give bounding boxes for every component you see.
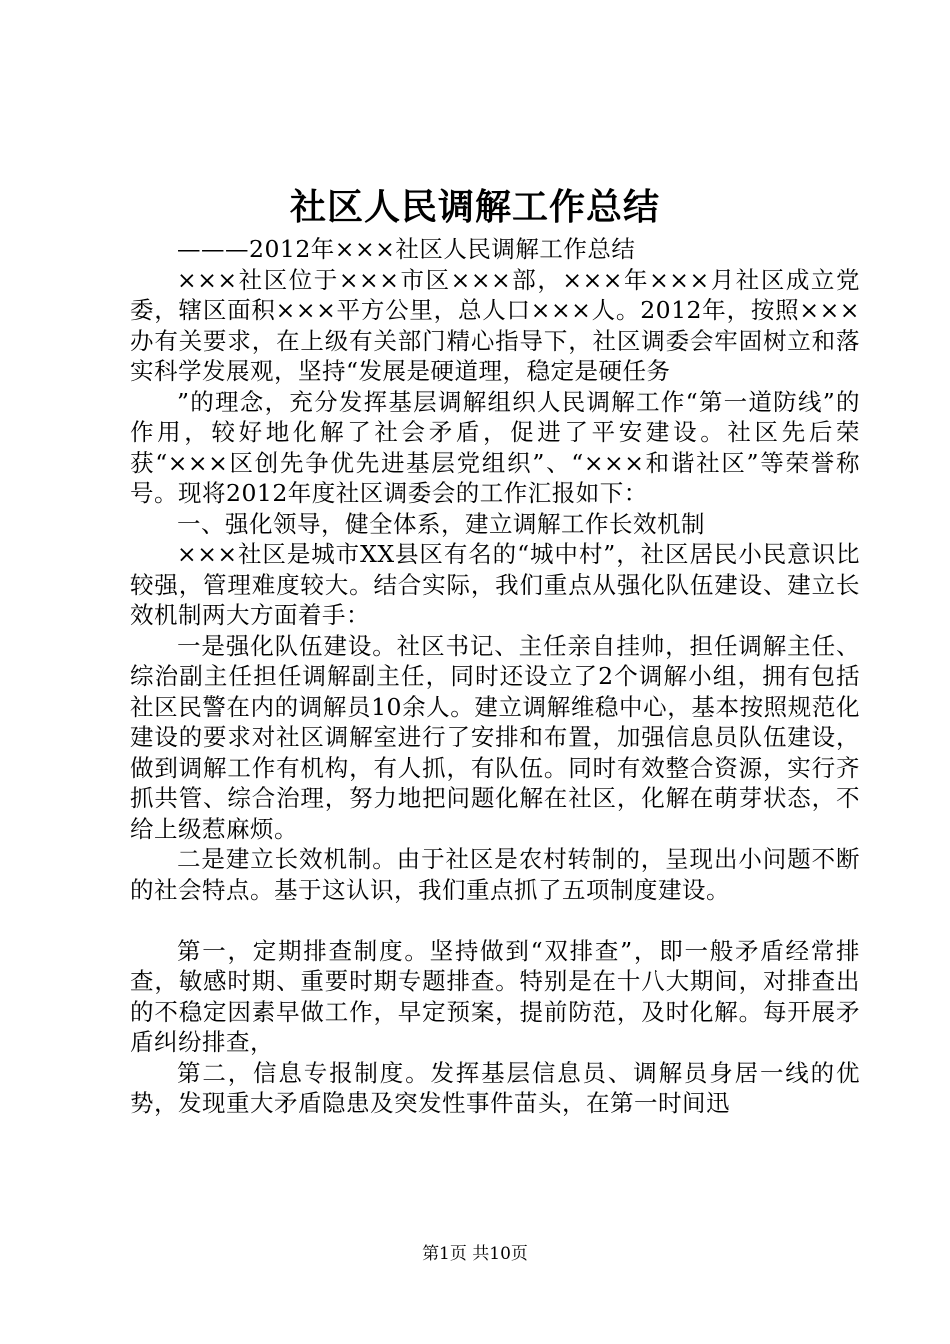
paragraph-intro-continued: ”的理念，充分发挥基层调解组织人民调解工作“第一道防线”的作用，较好地化解了社会矛盾，促进了平安建设。社区先后荣获“×××区创先争优先进基层党组织”、“×××和谐社区”等荣誉称号。现将2012年度社区调委会的工作汇报如下： [130,387,860,507]
section-heading-1: 一、强化领导，健全体系，建立调解工作长效机制 [177,509,705,538]
paragraph-community: ×××社区是城市XX县区有名的“城中村”，社区居民小民意识比较强，管理难度较大。结合实际，我们重点从强化队伍建设、建立长效机制两大方面着手： [130,540,860,629]
paragraph-regular-inspection: 第一，定期排查制度。坚持做到“双排查”，即一般矛盾经常排查，敏感时期、重要时期专题排查。特别是在十八大期间，对排查出的不稳定因素早做工作，早定预案，提前防范，及时化解。每开展矛盾纠纷排查， [130,936,860,1056]
document-title: 社区人民调解工作总结 [289,186,660,228]
paragraph-long-term-mechanism: 二是建立长效机制。由于社区是农村转制的，呈现出小问题不断的社会特点。基于这认识，我们重点抓了五项制度建设。 [130,845,860,904]
document-body [130,234,860,1119]
paragraph-team-building: 一是强化队伍建设。社区书记、主任亲自挂帅，担任调解主任、综治副主任担任调解副主任，同时还设立了2个调解小组，拥有包括社区民警在内的调解员10余人。建立调解维稳中心，基本按照规范化建设的要求对社区调解室进行了安排和布置，加强信息员队伍建设，做到调解工作有机构，有人抓，有队伍。同时有效整合资源，实行齐抓共管、综合治理，努力地把问题化解在社区，化解在萌芽状态，不给上级惹麻烦。 [130,631,860,843]
page-footer: 第1页 共10页 [422,1244,528,1264]
document-subtitle: ———2012年×××社区人民调解工作总结 [177,235,636,263]
paragraph-intro: ×××社区位于×××市区×××部，×××年×××月社区成立党委，辖区面积×××平方公里，总人口×××人。2012年，按照×××办有关要求，在上级有关部门精心指导下，社区调委会牢固树立和落实科学发展观，坚持“发展是硬道理，稳定是硬任务 [130,265,860,385]
paragraph-information-report: 第二，信息专报制度。发挥基层信息员、调解员身居一线的优势，发现重大矛盾隐患及突发性事件苗头，在第一时间迅 [130,1058,860,1117]
